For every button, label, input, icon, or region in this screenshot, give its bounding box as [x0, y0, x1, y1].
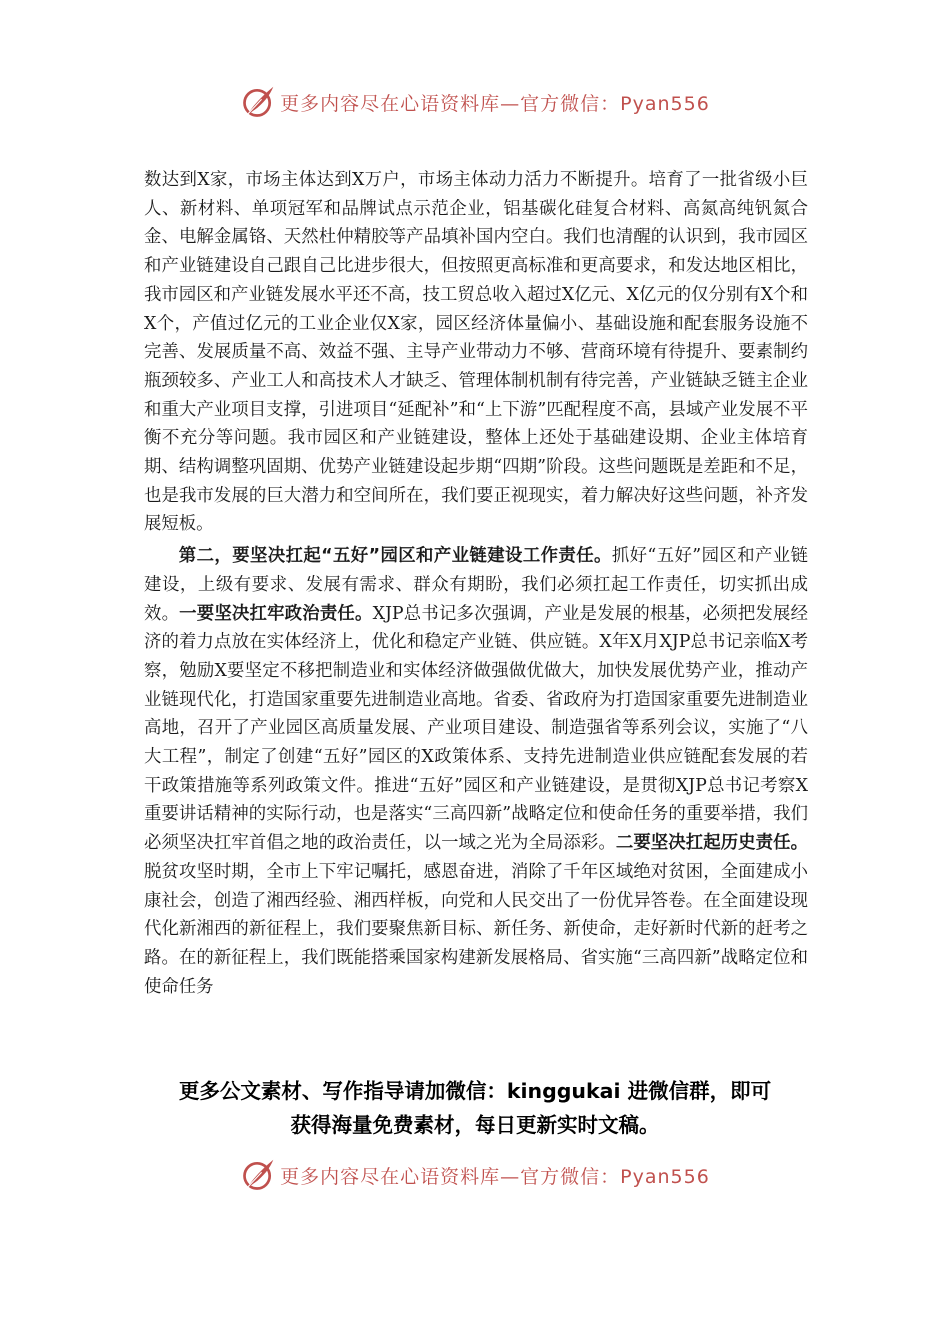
paragraph-2-text-1: 抓好“五好”园区和产业链建设，上级有要求、发展有需求、群众有期盼，我们必须扛起工作责任，切实抓出成效。: [144, 546, 808, 624]
feather-pen-logo-icon: [240, 84, 276, 120]
header-banner-text: 更多内容尽在心语资料库—官方微信：: [280, 92, 621, 115]
footer-banner-account: Pyan556: [620, 1165, 710, 1188]
footer-banner: [0, 1155, 950, 1195]
feather-pen-logo-icon: [240, 1157, 276, 1193]
promo-line-2: 获得海量免费素材，每日更新实时文稿。: [290, 1113, 660, 1137]
promo-notice: [140, 1074, 810, 1142]
paragraph-2-text-3: 脱贫攻坚时期，全市上下牢记嘱托，感恩奋进，消除了千年区域绝对贫困，全面建成小康社会，创造了湘西经验、湘西样板，向党和人民交出了一份优异答卷。在全面建设现代化新湘西的新征程上，我们要聚焦新目标、新任务、新使命，走好新时代新的赶考之路。在的新征程上，我们既能搭乘国家构建新发展格局、省实施“三高四新”战略定位和使命任务: [144, 861, 808, 997]
paragraph-2: [144, 542, 808, 1001]
section-heading-2: 第二，要坚决扛起“五好”园区和产业链建设工作责任。: [178, 546, 612, 567]
header-banner: [0, 82, 950, 122]
footer-banner-text: 更多内容尽在心语资料库—官方微信：: [280, 1165, 621, 1188]
paragraph-2-text-2: XJP总书记多次强调，产业是发展的根基，必须把发展经济的着力点放在实体经济上，优化和稳定产业链、供应链。X年X月XJP总书记亲临X考察，勉励X要坚定不移把制造业和实体经济做强做优做大，加快发展优势产业，推动产业链现代化，打造国家重要先进制造业高地。省委、省政府为打造国家重要先进制造业高地，召开了产业园区高质量发展、产业项目建设、制造强省等系列会议，实施了“八大工程”，制定了创建“五好”园区的X政策体系、支持先进制造业供应链配套发展的若干政策措施等系列政策文件。推进“五好”园区和产业链建设，是贯彻XJP总书记考察X重要讲话精神的实际行动，也是落实“三高四新”战略定位和使命任务的重要举措，我们必须坚决扛牢首倡之地的政治责任，以一域之光为全局添彩。: [144, 603, 808, 854]
paragraph-1: 数达到X家，市场主体达到X万户，市场主体动力活力不断提升。培育了一批省级小巨人、新材料、单项冠军和品牌试点示范企业，铝基碳化硅复合材料、高氮高纯钒氮合金、电解金属铬、天然杜仲精胶等产品填补国内空白。我们也清醒的认识到，我市园区和产业链建设自己跟自己比进步很大，但按照更高标准和更高要求，和发达地区相比，我市园区和产业链发展水平还不高，技工贸总收入超过X亿元、X亿元的仅分别有X个和X个，产值过亿元的工业企业仅X家，园区经济体量偏小、基础设施和配套服务设施不完善、发展质量不高、效益不强、主导产业带动力不够、营商环境有待提升、要素制约瓶颈较多、产业工人和高技术人才缺乏、管理体制机制有待完善，产业链缺乏链主企业和重大产业项目支撑，引进项目“延配补”和“上下游”匹配程度不高，县域产业发展不平衡不充分等问题。我市园区和产业链建设，整体上还处于基础建设期、企业主体培育期、结构调整巩固期、优势产业链建设起步期“四期”阶段。这些问题既是差距和不足，也是我市发展的巨大潜力和空间所在，我们要正视现实，着力解决好这些问题，补齐发展短板。: [144, 170, 808, 535]
header-banner-account: Pyan556: [620, 92, 710, 115]
promo-line-1: 更多公文素材、写作指导请加微信：kinggukai 进微信群，即可: [178, 1079, 772, 1103]
document-body: [144, 166, 808, 1001]
subheading-political-responsibility: 一要坚决扛牢政治责任。: [179, 603, 373, 624]
subheading-historical-responsibility: 二要坚决扛起历史责任。: [615, 833, 808, 854]
